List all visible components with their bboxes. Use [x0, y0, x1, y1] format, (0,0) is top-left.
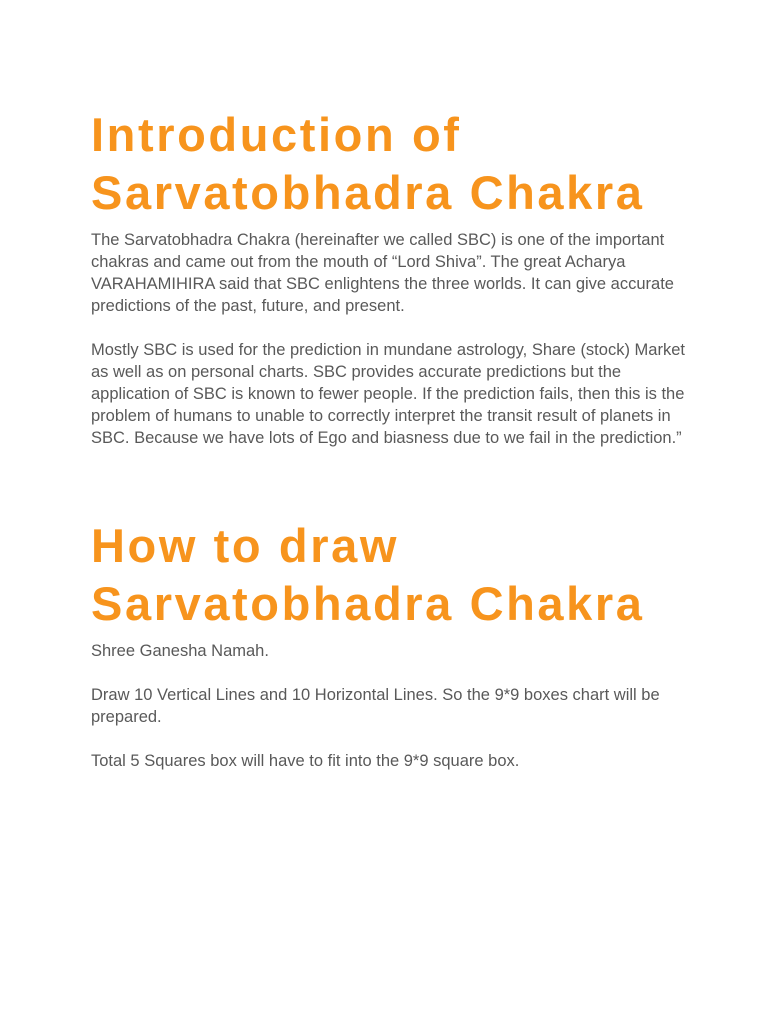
- paragraph-intro-2: Mostly SBC is used for the prediction in mundane astrology, Share (stock) Market as well as on personal charts. SBC provides accurate predictions but the application of SBC is known to fewer people. If the prediction fails, then this is the problem of humans to unable to correctly interpret the transit result of planets in SBC. Because we have lots of Ego and biasness due to we fail in the prediction.”: [91, 341, 685, 447]
- paragraph-intro-1: The Sarvatobhadra Chakra (hereinafter we called SBC) is one of the important chakras and came out from the mouth of “Lord Shiva”. The great Acharya VARAHAMIHIRA said that SBC enlightens the three worlds. It can give accurate predictions of the past, future, and present.: [91, 231, 674, 315]
- document-page: [91, 106, 691, 772]
- paragraph-draw-1: Shree Ganesha Namah.: [91, 642, 269, 660]
- paragraph-draw-3: Total 5 Squares box will have to fit into the 9*9 square box.: [91, 752, 520, 770]
- heading-how-to-draw: How to draw Sarvatobhadra Chakra: [91, 519, 645, 630]
- paragraph-draw-2: Draw 10 Vertical Lines and 10 Horizontal Lines. So the 9*9 boxes chart will be prepared.: [91, 686, 660, 726]
- heading-introduction: Introduction of Sarvatobhadra Chakra: [91, 108, 645, 219]
